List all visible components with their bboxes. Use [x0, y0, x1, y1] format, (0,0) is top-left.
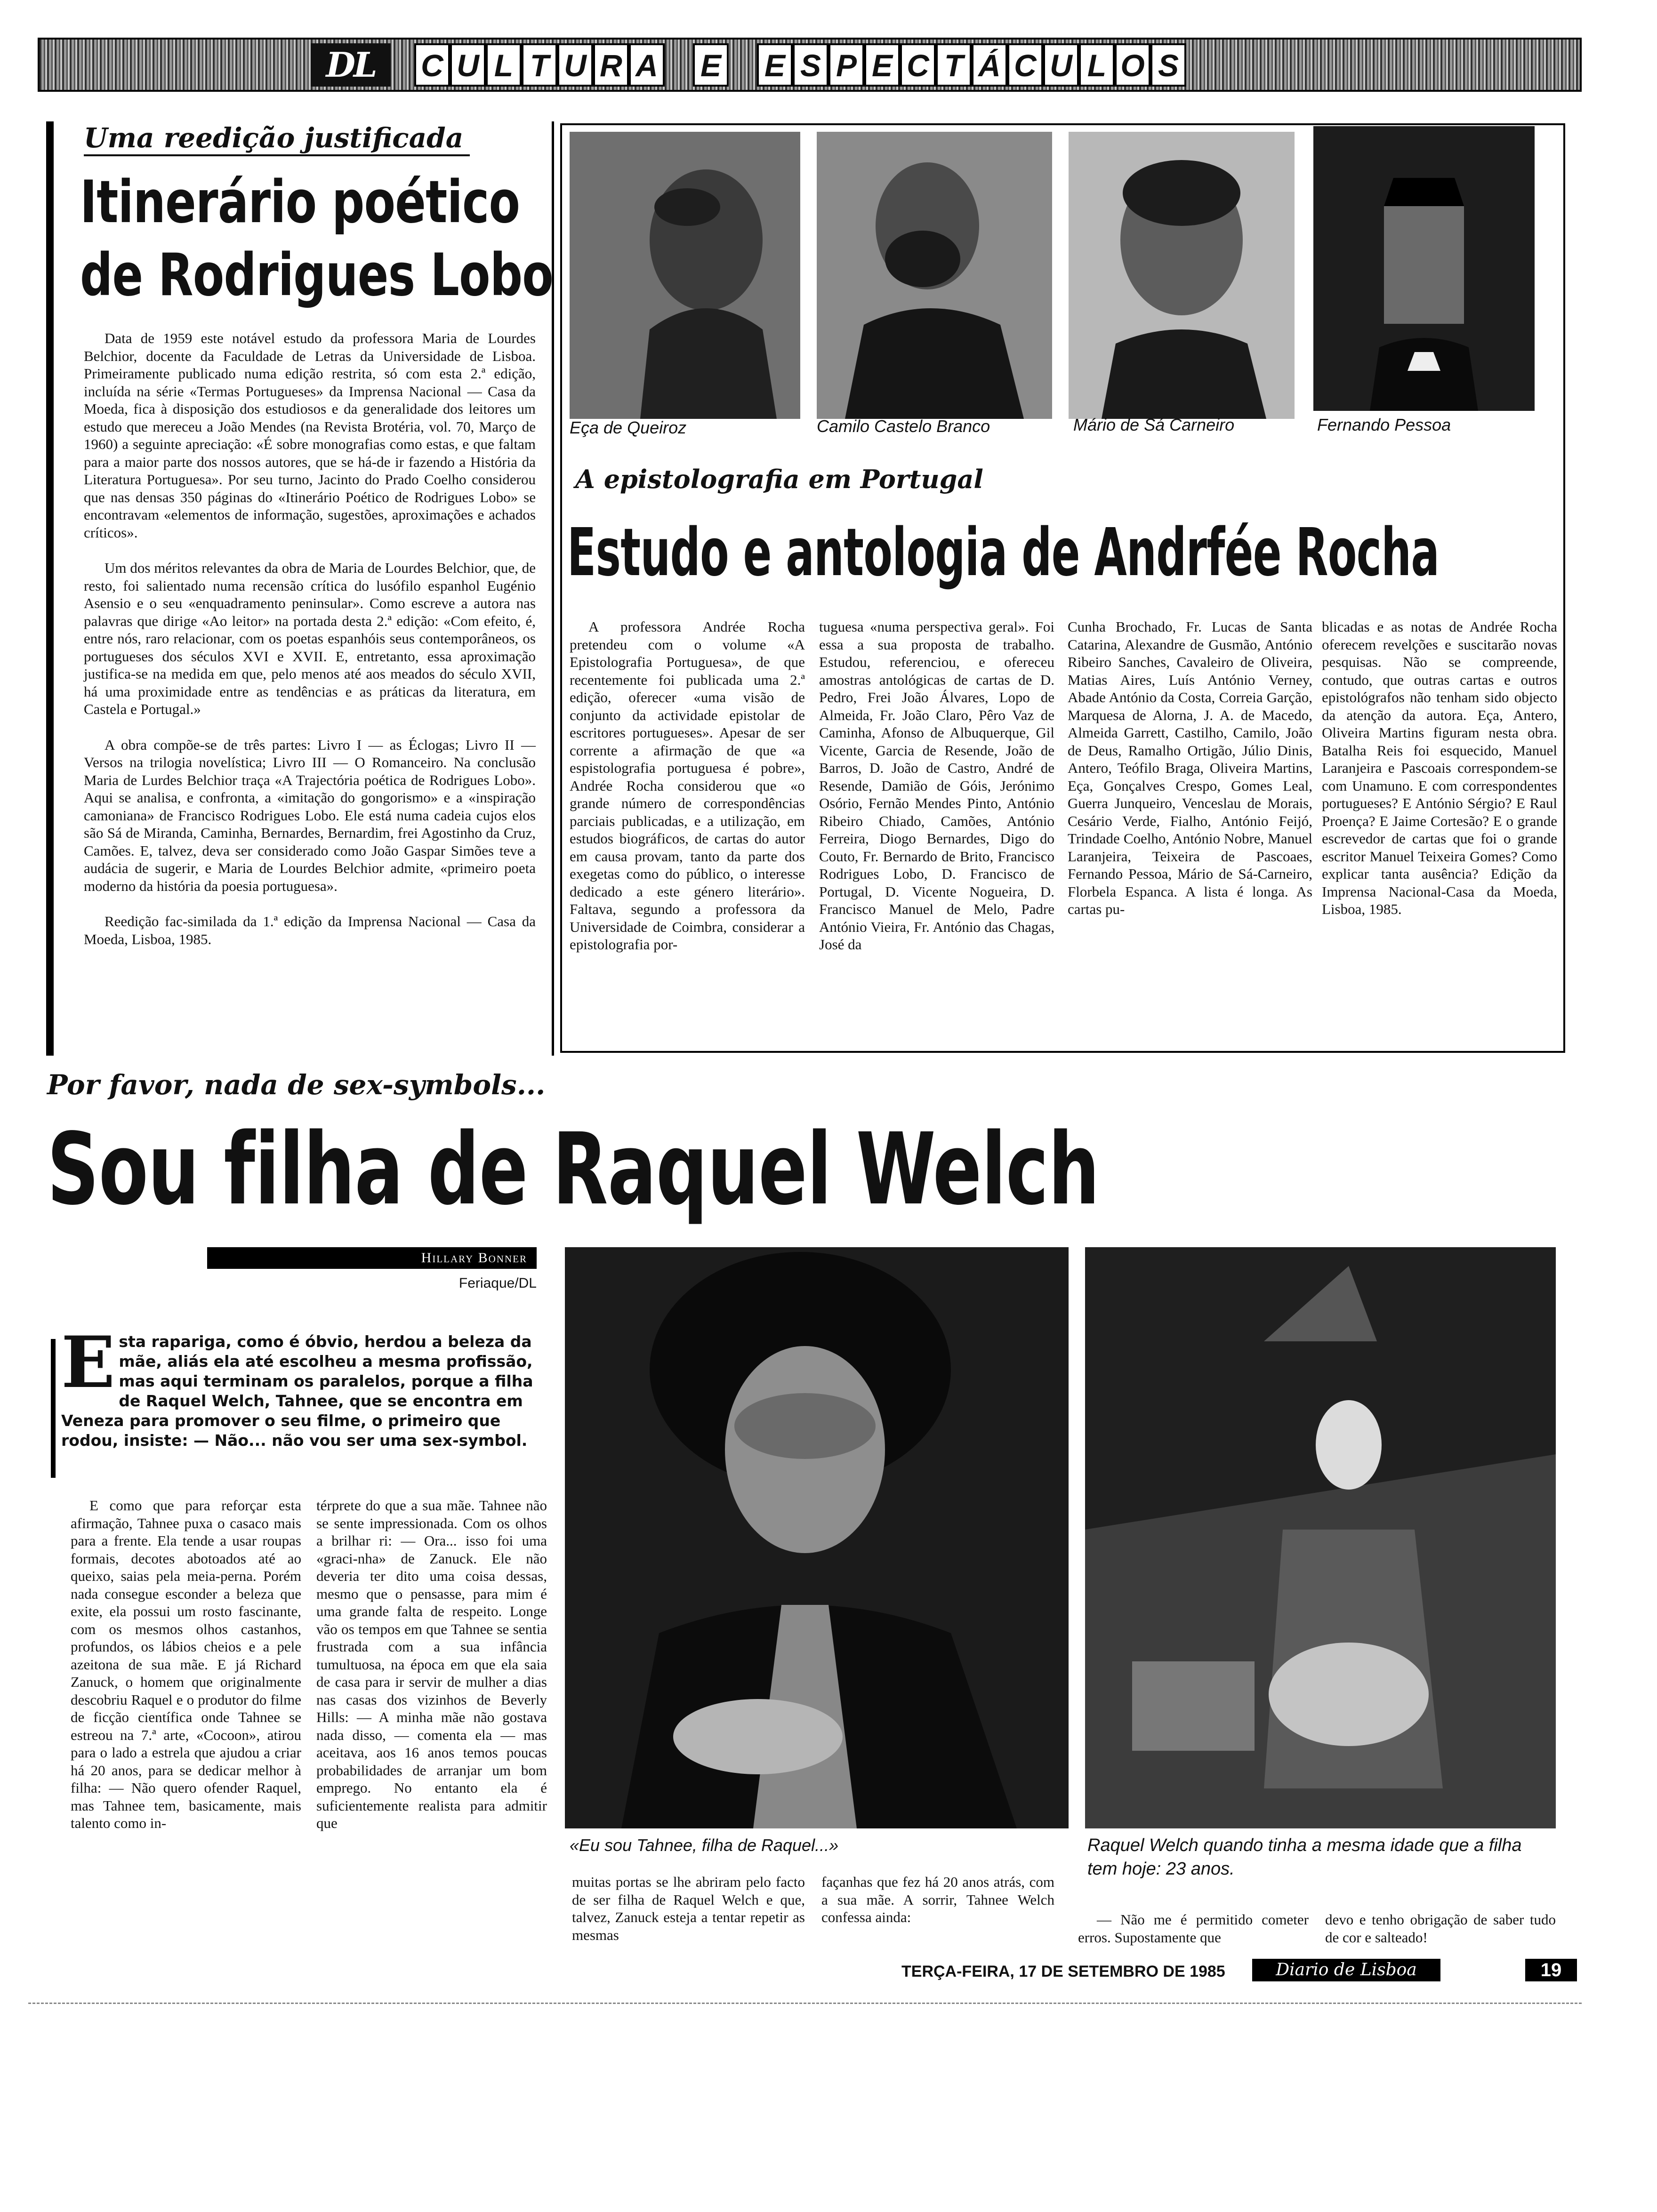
article3-kicker: Por favor, nada de sex-symbols...: [47, 1069, 546, 1101]
section-title-letter: C: [900, 43, 936, 87]
section-title-letter: P: [828, 43, 864, 87]
article1-kicker: Uma reedição justificada: [84, 121, 470, 156]
section-title-letter: L: [486, 43, 522, 87]
section-title-letter: Á: [972, 43, 1007, 87]
article1-side-bar: [46, 121, 54, 1056]
article1-paragraph: Data de 1959 este notável estudo da professora Maria de Lourdes Belchior, docente da Faculdade de Letras da Universidade de Lisboa. Primeiramente publicado numa edição restrita, só com esta 2.ª edição, incluída na série «Termas Portugueses» da Imprensa Nacional — Casa da Moeda, fica à disposição dos estudiosos e da generalidade dos leitores um estudo que mereceu a João Mendes (na Revista Brotéria, vol. 70, Março de 1960) a seguinte apreciação: «É sobre monografias como estas, e que faltam para a maior parte dos nossos autores, que se há-de ir fazendo a História da Literatura Portuguesa». Por seu turno, Jacinto do Prado Coelho considerou que nas densas 350 páginas do «Itinerário Poético de Rodrigues Lobo» se encontravam «elementos de informação, sugestões, aproximações e achados críticos».: [84, 330, 536, 541]
article3-headline: Sou filha de Raquel Welch: [47, 1112, 1100, 1227]
article3-col1: E como que para reforçar esta afirmação, Tahnee puxa o casaco mais para a frente. Ela tende a usar roupas formais, decotes abotoados até ao queixo, saias pela meia-perna. Porém nada consegue esconder a beleza que exite, ela possui um rosto fascinante, com os mesmos olhos castanhos, profundos, os lábios cheios e a pele azeitona de sua mãe. E já Richard Zanuck, o homem que originalmente descobriu Raquel e o produtor do filme de ficção científica onde Tahnee se estreou na 7.ª arte, «Cocoon», atirou para o lado a estrela que ajudou a criar há 20 anos, para se dedicar melhor à filha: — Não quero ofender Raquel, mas Tahnee tem, basicamente, mais talento como in-: [71, 1497, 301, 1831]
photo2-caption-line1: Raquel Welch quando tinha a mesma idade que a filha: [1087, 1835, 1522, 1855]
article3-lead-bar: [51, 1339, 56, 1478]
article1-paragraph: Um dos méritos relevantes da obra de Maria de Lourdes Belchior, que, de resto, foi salientado numa recensão crítica do lusófilo espanhol Eugénio Asensio e o seu «enquadramento peninsular». Como escreve a autora nas palavras que dirige «Ao leitor» na portada desta 2.ª edição: «Com efeito, é, entre nós, raro relacionar, com os poetas espanhóis seus contemporâneos, os portugueses dos séculos XVI e XVII. E, entretanto, essa aproximação justifica-se na medida em que, pelo menos até aos meados do século XVII, há uma proximidade entre as tendências e as práticas da literatura, em Castela e Portugal.»: [84, 560, 536, 717]
article3-col3: muitas portas se lhe abriram pelo facto de ser filha de Raquel Welch e que, talvez, Zanuck esteja a tentar repetir as mesmas: [572, 1874, 805, 1943]
article3-credit: Feriaque/DL: [458, 1275, 537, 1291]
section-title-letter: U: [557, 43, 593, 87]
section-title-letter: O: [1115, 43, 1150, 87]
article3-lead: [61, 1321, 541, 1451]
section-title-letter: T: [936, 43, 972, 87]
article2-col3: Cunha Brochado, Fr. Lucas de Santa Catarina, Alexandre de Gusmão, António Ribeiro Sanches, Cavaleiro de Oliveira, Matias Aires, Luís António Verney, Abade António da Costa, Correia Garção, Marquesa de Alorna, J. A. de Macedo, Almeida Garrett, Castilho, Camilo, João de Deus, Ramalho Ortigão, Júlio Dinis, Antero, Teófilo Braga, Oliveira Martins, Eça, Gonçalves Crespo, Gomes Leal, Guerra Junqueiro, Venceslau de Morais, Cesário Verde, Fialho, António Feijó, Trindade Coelho, António Nobre, Manuel Laranjeira, Teixeira de Pascoaes, Fernando Pessoa, Mário de Sá-Carneiro, Florbela Espanca. A lista é longa. As cartas pu-: [1068, 618, 1312, 917]
footer-date: TERÇA-FEIRA, 17 DE SETEMBRO DE 1985: [901, 1963, 1225, 1980]
article2-col2: tuguesa «numa perspectiva geral». Foi essa a sua proposta de trabalho. Estudou, referenciou, e ofereceu amostras antológicas de cartas de D. Pedro, Frei João Álvares, Lopo de Almeida, Fr. João Claro, Pêro Vaz de Caminha, Afonso de Albuquerque, Gil Vicente, Garcia de Resende, João de Barros, D. João de Castro, André de Resende, Damião de Góis, Jerónimo Osório, Fernão Mendes Pinto, António Ribeiro Chiado, Camões, António Ferreira, Diogo Bernardes, Digo do Couto, Fr. Bernardo de Brito, Francisco Rodrigues Lobo, D. Francisco de Portugal, D. Vicente Nogueira, D. Francisco Manuel de Melo, Padre António Vieira, Fr. António das Chagas, José da: [819, 618, 1054, 953]
article2-kicker: A epistolografia em Portugal: [575, 464, 983, 494]
article3-col2: térprete do que a sua mãe. Tahnee não se sente impressionada. Com os olhos a brilhar ri: — Ora... isso foi uma «graci-nha» de Zanuck. Ele não deveria ter dito uma coisa dessas, mesmo que o pensasse, para mim é uma grande falta de respeito. Longe vão os tempos em que Tahnee se sentia frustrada com a sua infância tumultuosa, na época em que ela saia de casa para ir servir de mulher a dias nas casas dos vizinhos de Beverly Hills: — A minha mãe não gostava nada disso, — comenta ela — mas aceitava, aos 16 anos temos poucas probabilidades de arranjar um bom emprego. No entanto ela é suficientemente realista para admitir que: [316, 1497, 547, 1831]
section-title-letter: E: [864, 43, 900, 87]
caption-mario: Mário de Sá Carneiro: [1073, 415, 1235, 434]
lead-drop-cap: E: [61, 1321, 115, 1404]
article3-col4: façanhas que fez há 20 anos atrás, com a sua mãe. A sorrir, Tahnee Welch confessa ainda:: [821, 1874, 1054, 1925]
section-title-letter: T: [522, 43, 557, 87]
section-title-letter: L: [1079, 43, 1115, 87]
portrait-eca-de-queiroz: [570, 132, 800, 419]
footer-page-number: 19: [1525, 1959, 1577, 1981]
section-title-letter: U: [1043, 43, 1079, 87]
article2-col1: A professora Andrée Rocha pretendeu com o volume «A Epistolografia Portuguesa», de que recentemente foi publicada uma 2.ª edição, oferecer «uma visão de conjunto da actividade epistolar de escritores portugueses». Apesar de ser corrente a afirmação de que «a espistolografia portuguesa é pobre», Andrée Rocha considerou que «o grande número de correspondências parciais publicadas, e a utilização, em estudos biográficos, de cartas do autor em causa provam, tanto da parte dos exegetas como do público, o interesse dedicado a este género literário». Faltava, segundo a professora da Universidade de Coimbra, considerar a epistolografia por-: [570, 618, 805, 953]
article2-col4: blicadas e as notas de Andrée Rocha oferecem revelções e suscitarão novas pesquisas. Não se compreende, contudo, que outras cartas e outros epistológrafos não tenham sido objecto da atenção da autora. Eça, Antero, Oliveira Martins figuram nesta obra. Batalha Reis foi esquecido, Manuel Laranjeira e Pascoais correspondem-se com Unamuno. E com correspondentes portugueses? E António Sérgio? E Raul Proença? E Jaime Cortesão? E o grande escrevedor de cartas que foi o grande escritor Manuel Teixeira Gomes? Como explicar tanta ausência? Edição da Imprensa Nacional-Casa da Moeda, Lisboa, 1985.: [1322, 618, 1557, 917]
photo-raquel-welch: [1085, 1247, 1556, 1828]
paper-logo: DL: [311, 43, 391, 87]
photo1-caption: «Eu sou Tahnee, filha de Raquel...»: [570, 1835, 839, 1855]
section-title-letter: C: [414, 43, 450, 87]
portrait-mario-de-sa-carneiro: [1069, 132, 1295, 419]
caption-eca: Eça de Queiroz: [570, 418, 687, 437]
article1-paragraph: A obra compõe-se de três partes: Livro I — as Éclogas; Livro II — Versos na trilogia novelística; Livro III — O Romanceiro. Na conclusão Maria de Lurdes Belchior traça «A Trajectória poética de Rodrigues Lobo». Aqui se analisa, e confronta, a «imitação do gongorismo» e a «inspiração camoniana» de Francisco Rodrigues Lobo. Ele está numa cadeia cujos elos são Sá de Miranda, Caminha, Bernardes, Bernardim, frei Agostinho da Cruz, Camões. E, talvez, deva ser considerado como João Gaspar Simões teve a audácia de sugerir, e Maria de Lourdes Belchior admite, «primeiro poeta moderno da história da poesia portuguesa».: [84, 736, 536, 894]
footer-dotted-rule: [28, 2003, 1582, 2004]
lead-text: sta rapariga, como é óbvio, herdou a beleza da mãe, aliás ela até escolheu a mesma profissão, mas aqui terminam os paralelos, porque a filha de Raquel Welch, Tahnee, que se encontra em Veneza para promover o seu filme, o primeiro que rodou, insiste: — Não... não vou ser uma sex-symbol.: [61, 1332, 533, 1450]
article1-body: [84, 329, 536, 948]
section-title-letter: E: [693, 43, 729, 87]
section-title-letter: E: [757, 43, 793, 87]
article1-headline-line1: Itinerário poético: [80, 168, 520, 236]
photo2-caption-line2: tem hoje: 23 anos.: [1087, 1859, 1235, 1879]
section-title-letter: S: [1150, 43, 1186, 87]
caption-pessoa: Fernando Pessoa: [1317, 415, 1451, 434]
section-title-letter: U: [450, 43, 486, 87]
section-title-letter: A: [629, 43, 665, 87]
portrait-fernando-pessoa: [1313, 126, 1535, 411]
article2-headline: Estudo e antologia de Andrfée Rocha: [567, 514, 1440, 591]
portrait-camilo-castelo-branco: [817, 132, 1052, 419]
section-title-letter: C: [1007, 43, 1043, 87]
article3-col5: — Não me é permitido cometer erros. Supostamente que: [1078, 1911, 1309, 1946]
article1-headline-line2: de Rodrigues Lobo: [80, 241, 553, 309]
article3-col6: devo e tenho obrigação de saber tudo de cor e salteado!: [1325, 1911, 1556, 1946]
article3-byline: Hillary Bonner: [207, 1247, 537, 1269]
footer-paper-name: Diario de Lisboa: [1252, 1959, 1440, 1981]
article1-paragraph: Reedição fac-similada da 1.ª edição da Imprensa Nacional — Casa da Moeda, Lisboa, 1985.: [84, 913, 536, 947]
caption-camilo: Camilo Castelo Branco: [817, 417, 990, 436]
section-title-letter: R: [593, 43, 629, 87]
photo-tahnee-welch: [565, 1247, 1069, 1828]
section-title-letter: S: [793, 43, 828, 87]
